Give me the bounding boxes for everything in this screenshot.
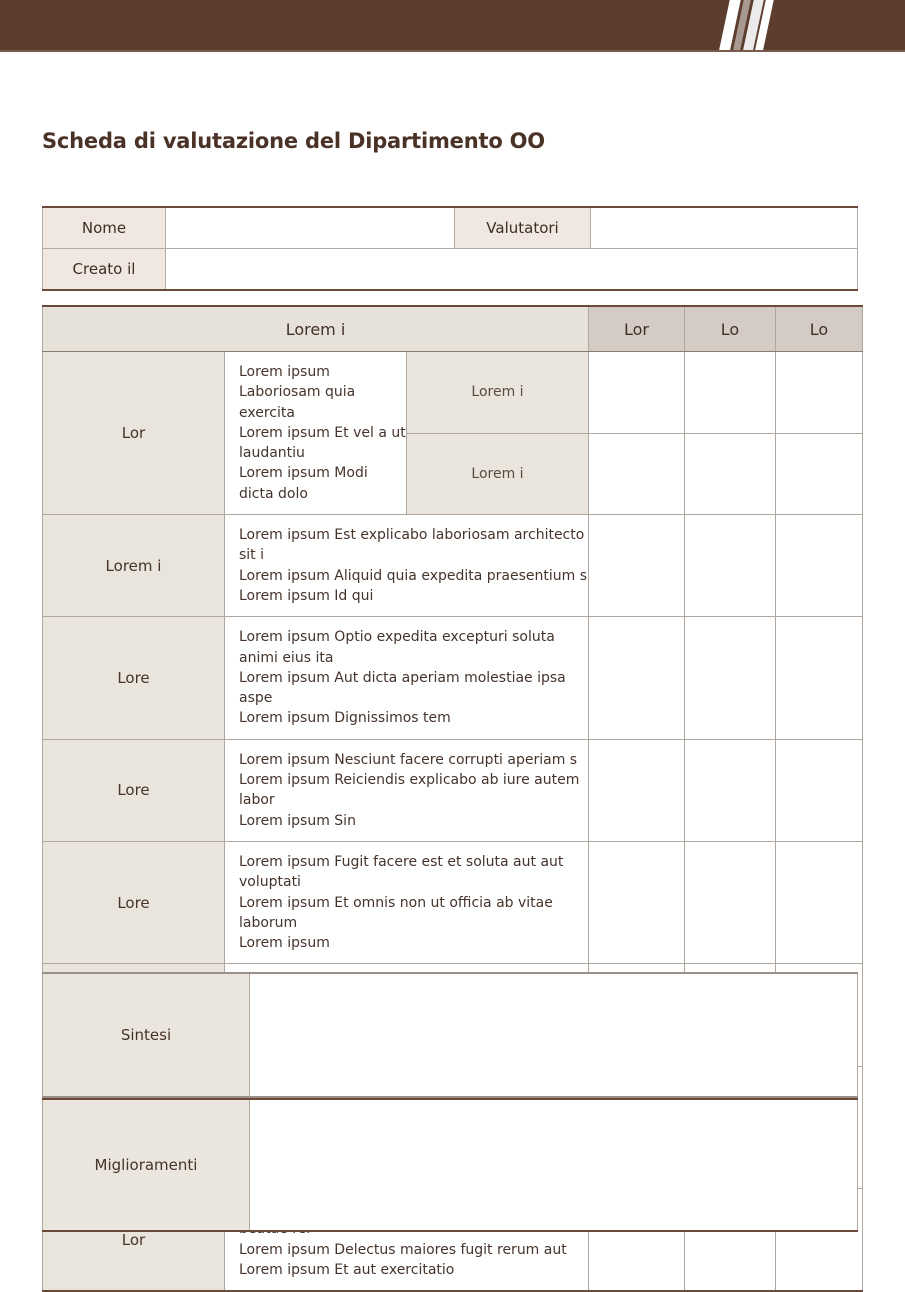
table-row: [43, 841, 863, 963]
row-criteria-cell: [225, 739, 589, 841]
row-category-label: Lore: [43, 841, 225, 963]
row-subcell-label: Lorem i: [407, 352, 589, 434]
field-label-creato-il: Creato il: [43, 249, 166, 291]
table-row: [43, 249, 858, 291]
score-input-cell[interactable]: [589, 352, 685, 434]
row-subcell-label: Lorem i: [407, 433, 589, 515]
criteria-line: Lorem ipsum Id qui: [239, 587, 374, 604]
field-input-creato-il[interactable]: [166, 249, 858, 291]
miglioramenti-section: [42, 1098, 858, 1232]
field-label-nome: Nome: [43, 207, 166, 249]
score-input-cell[interactable]: [589, 617, 685, 739]
sintesi-section: [42, 972, 858, 1098]
score-input-cell[interactable]: [776, 841, 863, 963]
row-criteria-cell: [225, 841, 589, 963]
score-input-cell[interactable]: [776, 352, 863, 434]
note-label-miglioramenti: Miglioramenti: [43, 1099, 250, 1231]
criteria-line: Lorem ipsum Aut dicta aperiam molestiae ipsa aspe: [239, 669, 566, 707]
row-category-label: Lorem i: [43, 515, 225, 617]
score-input-cell[interactable]: [589, 841, 685, 963]
column-header-criteria: Lorem i: [43, 306, 589, 352]
criteria-line: Lorem ipsum Fugit facere est et soluta aut aut voluptati: [239, 853, 564, 891]
banner-underline: [0, 50, 905, 52]
criteria-line: Lorem ipsum Est explicabo laboriosam architecto sit i: [239, 527, 585, 564]
row-category-label: Lor: [43, 352, 225, 515]
criteria-line: Lorem ipsum Sin: [239, 812, 356, 829]
row-criteria-cell: [225, 352, 407, 515]
criteria-line: Lorem ipsum Dignissimos tem: [239, 710, 451, 727]
score-input-cell[interactable]: [776, 617, 863, 739]
table-row: [43, 617, 863, 739]
row-criteria-cell: [225, 617, 589, 739]
score-input-cell[interactable]: [776, 433, 863, 515]
criteria-line: Lorem ipsum Optio expedita excepturi soluta animi eius ita: [239, 629, 555, 666]
row-category-label: Lor: [43, 1189, 225, 1292]
criteria-line: Lorem ipsum Delectus maiores fugit rerum aut: [239, 1241, 567, 1258]
score-input-cell[interactable]: [685, 433, 776, 515]
table-row: [43, 973, 858, 1097]
column-header-score-2: Lo: [685, 306, 776, 352]
table-row: [43, 352, 863, 434]
note-label-sintesi: Sintesi: [43, 973, 250, 1097]
score-input-cell[interactable]: [776, 515, 863, 617]
criteria-line: Lorem ipsum Et aut exercitatio: [239, 1261, 455, 1278]
criteria-line: Lorem ipsum Laboriosam quia exercita: [239, 364, 356, 421]
note-input-sintesi[interactable]: [250, 973, 858, 1097]
criteria-line: Lorem ipsum Et omnis non ut officia ab vitae laborum: [239, 894, 553, 931]
row-category-label: Lore: [43, 617, 225, 739]
score-input-cell[interactable]: [685, 617, 776, 739]
row-category-label: Lore: [43, 739, 225, 841]
table-row: [43, 1099, 858, 1231]
criteria-line: Lorem ipsum Modi dicta dolo: [239, 465, 368, 502]
score-input-cell[interactable]: [685, 352, 776, 434]
score-input-cell[interactable]: [685, 739, 776, 841]
sintesi-table: [42, 972, 858, 1098]
criteria-line: Lorem ipsum Nesciunt facere corrupti aperiam s: [239, 751, 578, 768]
table-row: [43, 207, 858, 249]
header-banner: [0, 0, 905, 52]
miglioramenti-table: [42, 1098, 858, 1232]
criteria-line: Lorem ipsum Aliquid quia expedita praesentium s: [239, 567, 588, 584]
column-header-score-3: Lo: [776, 306, 863, 352]
table-row: [43, 739, 863, 841]
score-input-cell[interactable]: [685, 515, 776, 617]
score-input-cell[interactable]: [776, 739, 863, 841]
table-row: [43, 515, 863, 617]
score-input-cell[interactable]: [589, 515, 685, 617]
row-criteria-cell: [225, 515, 589, 617]
criteria-line: Lorem ipsum Reiciendis explicabo ab iure autem labor: [239, 772, 580, 809]
field-input-valutatori[interactable]: [591, 207, 858, 249]
score-input-cell[interactable]: [589, 739, 685, 841]
note-input-miglioramenti[interactable]: [250, 1099, 858, 1231]
score-input-cell[interactable]: [685, 841, 776, 963]
criteria-line: Lorem ipsum Et vel a ut laudantiu: [239, 424, 406, 462]
page-title: Scheda di valutazione del Dipartimento OO: [42, 129, 545, 153]
criteria-line: Lorem ipsum: [239, 935, 330, 952]
score-input-cell[interactable]: [589, 433, 685, 515]
column-header-score-1: Lor: [589, 306, 685, 352]
table-header-row: [43, 306, 863, 352]
info-table: [42, 206, 858, 291]
info-section: [42, 206, 858, 291]
field-label-valutatori: Valutatori: [455, 207, 591, 249]
field-input-nome[interactable]: [166, 207, 455, 249]
